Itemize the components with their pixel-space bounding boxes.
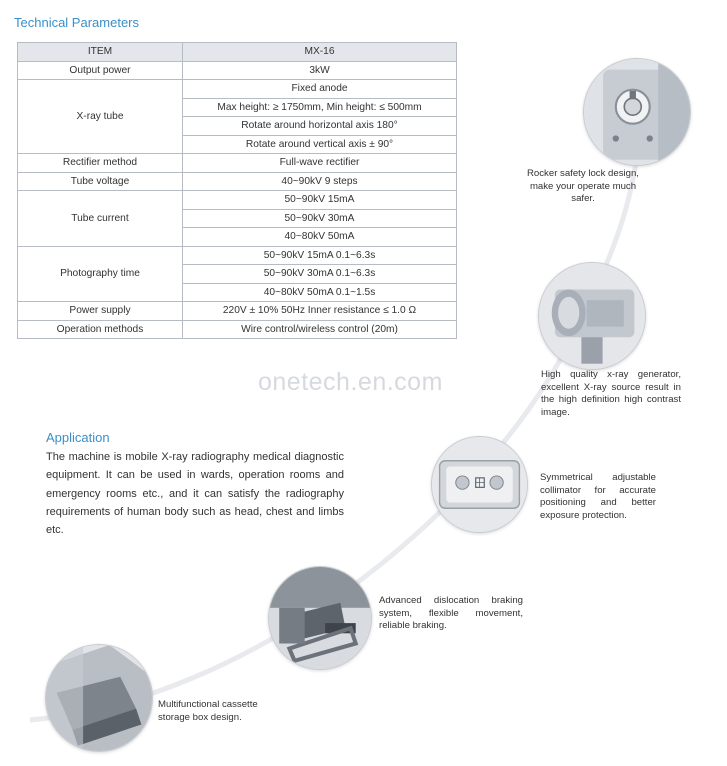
feature-caption-rocker: Rocker safety lock design, make your operate much safer. — [527, 168, 639, 204]
watermark: onetech.en.com — [258, 368, 443, 396]
row-label: Tube current — [18, 191, 183, 247]
row-value: 40~80kV 50mA — [183, 228, 457, 247]
row-label: Rectifier method — [18, 154, 183, 173]
table-row — [18, 302, 457, 321]
feature-caption-cassette: Multifunctional cassette storage box design. — [158, 699, 258, 723]
spec-table — [17, 42, 457, 339]
table-row — [18, 320, 457, 339]
row-value: 50~90kV 15mA 0.1~6.3s — [183, 246, 457, 265]
row-value: 50~90kV 30mA — [183, 209, 457, 228]
row-value: Rotate around vertical axis ± 90° — [183, 135, 457, 154]
row-value: Full-wave rectifier — [183, 154, 457, 173]
header-model: MX-16 — [183, 43, 457, 62]
row-label: Power supply — [18, 302, 183, 321]
table-row — [18, 61, 457, 80]
section-title-technical: Technical Parameters — [14, 15, 139, 30]
table-row — [18, 172, 457, 191]
row-value: 40~90kV 9 steps — [183, 172, 457, 191]
row-value: 50~90kV 30mA 0.1~6.3s — [183, 265, 457, 284]
row-label: Output power — [18, 61, 183, 80]
feature-caption-collimator: Symmetrical adjustable collimator for accurate positioning and better exposure protection. — [540, 472, 656, 521]
feature-caption-generator: High quality x-ray generator, excellent X-ray source result in the high definition high contrast image. — [541, 369, 681, 418]
row-value: Fixed anode — [183, 80, 457, 99]
rocker-lock-photo — [583, 58, 691, 166]
feature-caption-brake: Advanced dislocation braking system, flexible movement, reliable braking. — [379, 595, 523, 631]
table-row — [18, 154, 457, 173]
brake-pedal-photo — [268, 566, 372, 670]
xray-generator-photo — [538, 262, 646, 370]
row-value: 50~90kV 15mA — [183, 191, 457, 210]
row-value: 40~80kV 50mA 0.1~1.5s — [183, 283, 457, 302]
collimator-photo — [431, 436, 528, 533]
table-row — [18, 191, 457, 210]
header-item: ITEM — [18, 43, 183, 62]
section-title-application: Application — [46, 430, 110, 445]
row-label: Photography time — [18, 246, 183, 302]
row-value: Max height: ≥ 1750mm, Min height: ≤ 500mm — [183, 98, 457, 117]
row-value: 220V ± 10% 50Hz Inner resistance ≤ 1.0 Ω — [183, 302, 457, 321]
row-label: X-ray tube — [18, 80, 183, 154]
table-header-row — [18, 43, 457, 62]
table-row — [18, 80, 457, 99]
table-row — [18, 246, 457, 265]
application-text: The machine is mobile X-ray radiography medical diagnostic equipment. It can be used in wards, operation rooms and emergency rooms etc., and it can satisfy the radiography requirements of human body such as head, chest and limbs etc. — [46, 451, 344, 537]
row-label: Operation methods — [18, 320, 183, 339]
row-value: Rotate around horizontal axis 180° — [183, 117, 457, 136]
cassette-box-photo — [45, 644, 153, 752]
row-value: 3kW — [183, 61, 457, 80]
row-value: Wire control/wireless control (20m) — [183, 320, 457, 339]
row-label: Tube voltage — [18, 172, 183, 191]
